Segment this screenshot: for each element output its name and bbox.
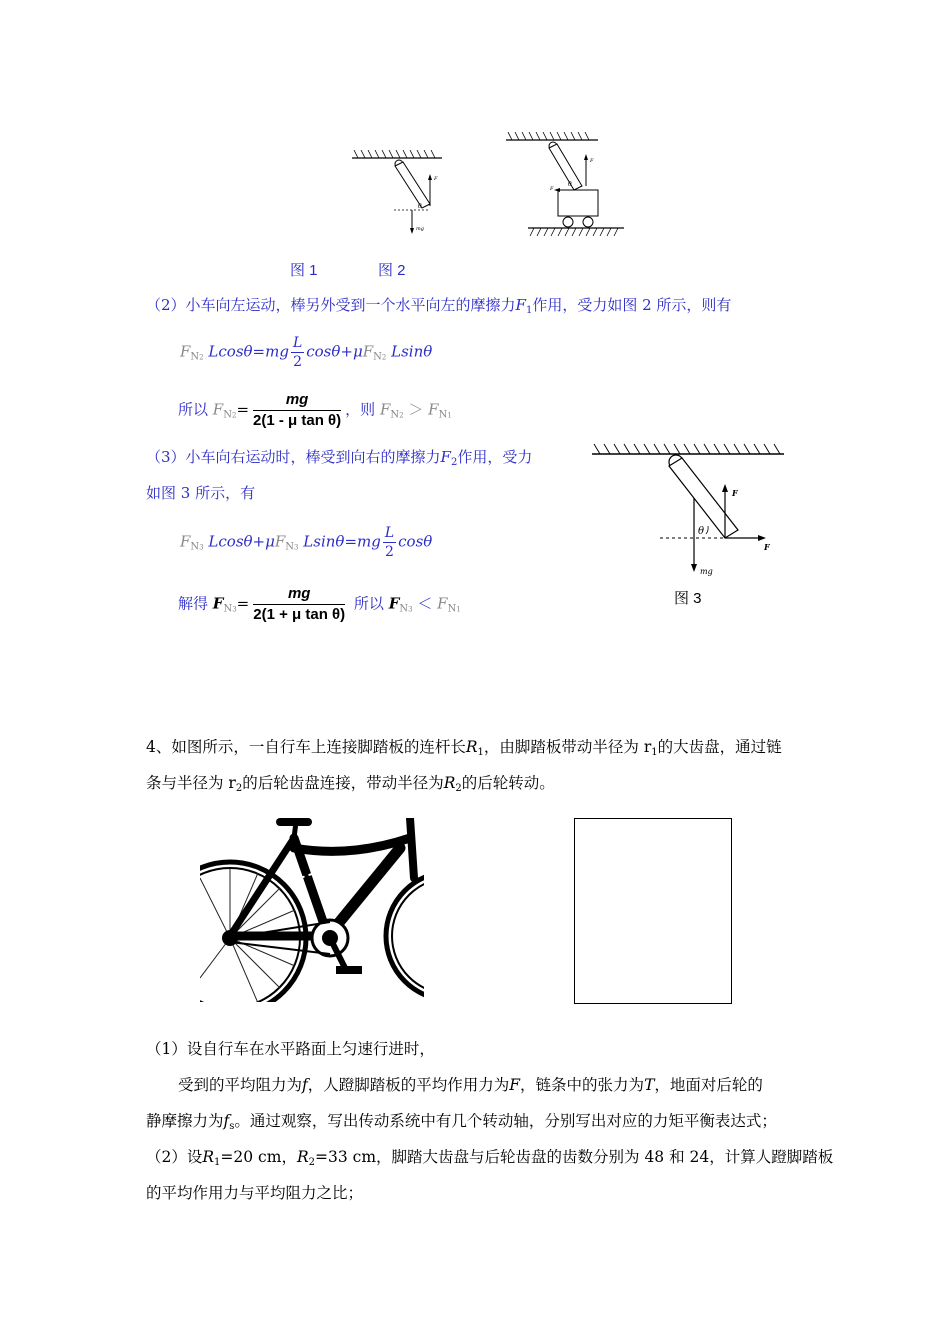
q1-line1: （1）设自行车在水平路面上匀速行进时， [146,1040,435,1058]
figure-3-caption: 图 3 [674,590,702,607]
blank-figure-box [574,818,732,1004]
q1-line2: 受到的平均阻力为f，人蹬脚踏板的平均作用力为F，链条中的张力为T，地面对后轮的 [178,1076,763,1094]
problem4-line2: 条与半径为 $r_2$的后轮齿盘连接，带动半径为$R_2$的后轮转动。 [146,774,555,794]
figure-2-cart-diagram [502,132,630,242]
figure-2-caption: 图 2 [378,262,406,279]
bicycle-image [200,818,424,1002]
part2-equation-2: 所以 $F_{N2}=$ $\frac{mg}{\text{2(1 - μ tan θ)}}$ ，则 $F_{N2} > F_{N1}$ [178,391,452,429]
figure-3-rod-diagram [588,442,788,582]
part3-statement-line1: （3）小车向右运动时，棒受到向右的摩擦力$F_2$作用，受力 [146,448,533,468]
problem4-line1: 4、如图所示，一自行车上连接脚踏板的连杆长$R_1$，由脚踏板带动半径为 $r_1$的大齿盘，通过链 [146,738,782,758]
figure-1-rod-diagram [348,150,448,240]
fig3-theta-label: θ [698,526,705,537]
part2-equation-1: $F_{N2}$ Lcosθ=mg $\frac{L}{2}$ $\cos\theta+\mu F_{N2}$ Lsinθ [180,335,433,370]
fig3-f2-label: F [764,542,770,552]
part3-equation-2: 解得 $F_{N3}=$ $\frac{mg}{\text{2(1 + μ tan θ)}}$ 所以 $F_{N3} < F_{N1}$ [178,585,461,623]
fig2-f1-label: F [550,186,554,192]
q2-line2: 的平均作用力与平均阻力之比； [146,1184,364,1202]
fig1-fn-label: F [434,176,438,182]
fig1-theta-label: θ [418,203,422,210]
q2-line1: （2）设$R_1=20$ cm，$R_2=33$ cm，脚踏大齿盘与后轮齿盘的齿数分别为 48 和 24，计算人蹬脚踏板 [146,1148,834,1168]
fig3-mg-label: mg [700,567,713,576]
part3-statement-line2: 如图 3 所示，有 [146,484,256,502]
fig1-mg-label: mg [416,226,424,232]
fig3-fn-label: F [732,488,738,498]
part3-equation-1: $F_{N3}$ $Lcos\theta+\mu F_{N3}$ Lsinθ=mg $\frac{L}{2}$ cosθ [180,525,433,560]
fig2-theta-label: θ [568,181,572,188]
figure-1-caption: 图 1 [290,262,318,279]
q1-line3: 静摩擦力为$f_s$。通过观察，写出传动系统中有几个转动轴，分别写出对应的力矩平衡表达式； [146,1112,777,1132]
fig2-fn-label: F [590,158,594,164]
part2-statement: （2）小车向左运动，棒另外受到一个水平向左的摩擦力$F_1$作用，受力如图 2 所示，则有 [146,296,732,316]
